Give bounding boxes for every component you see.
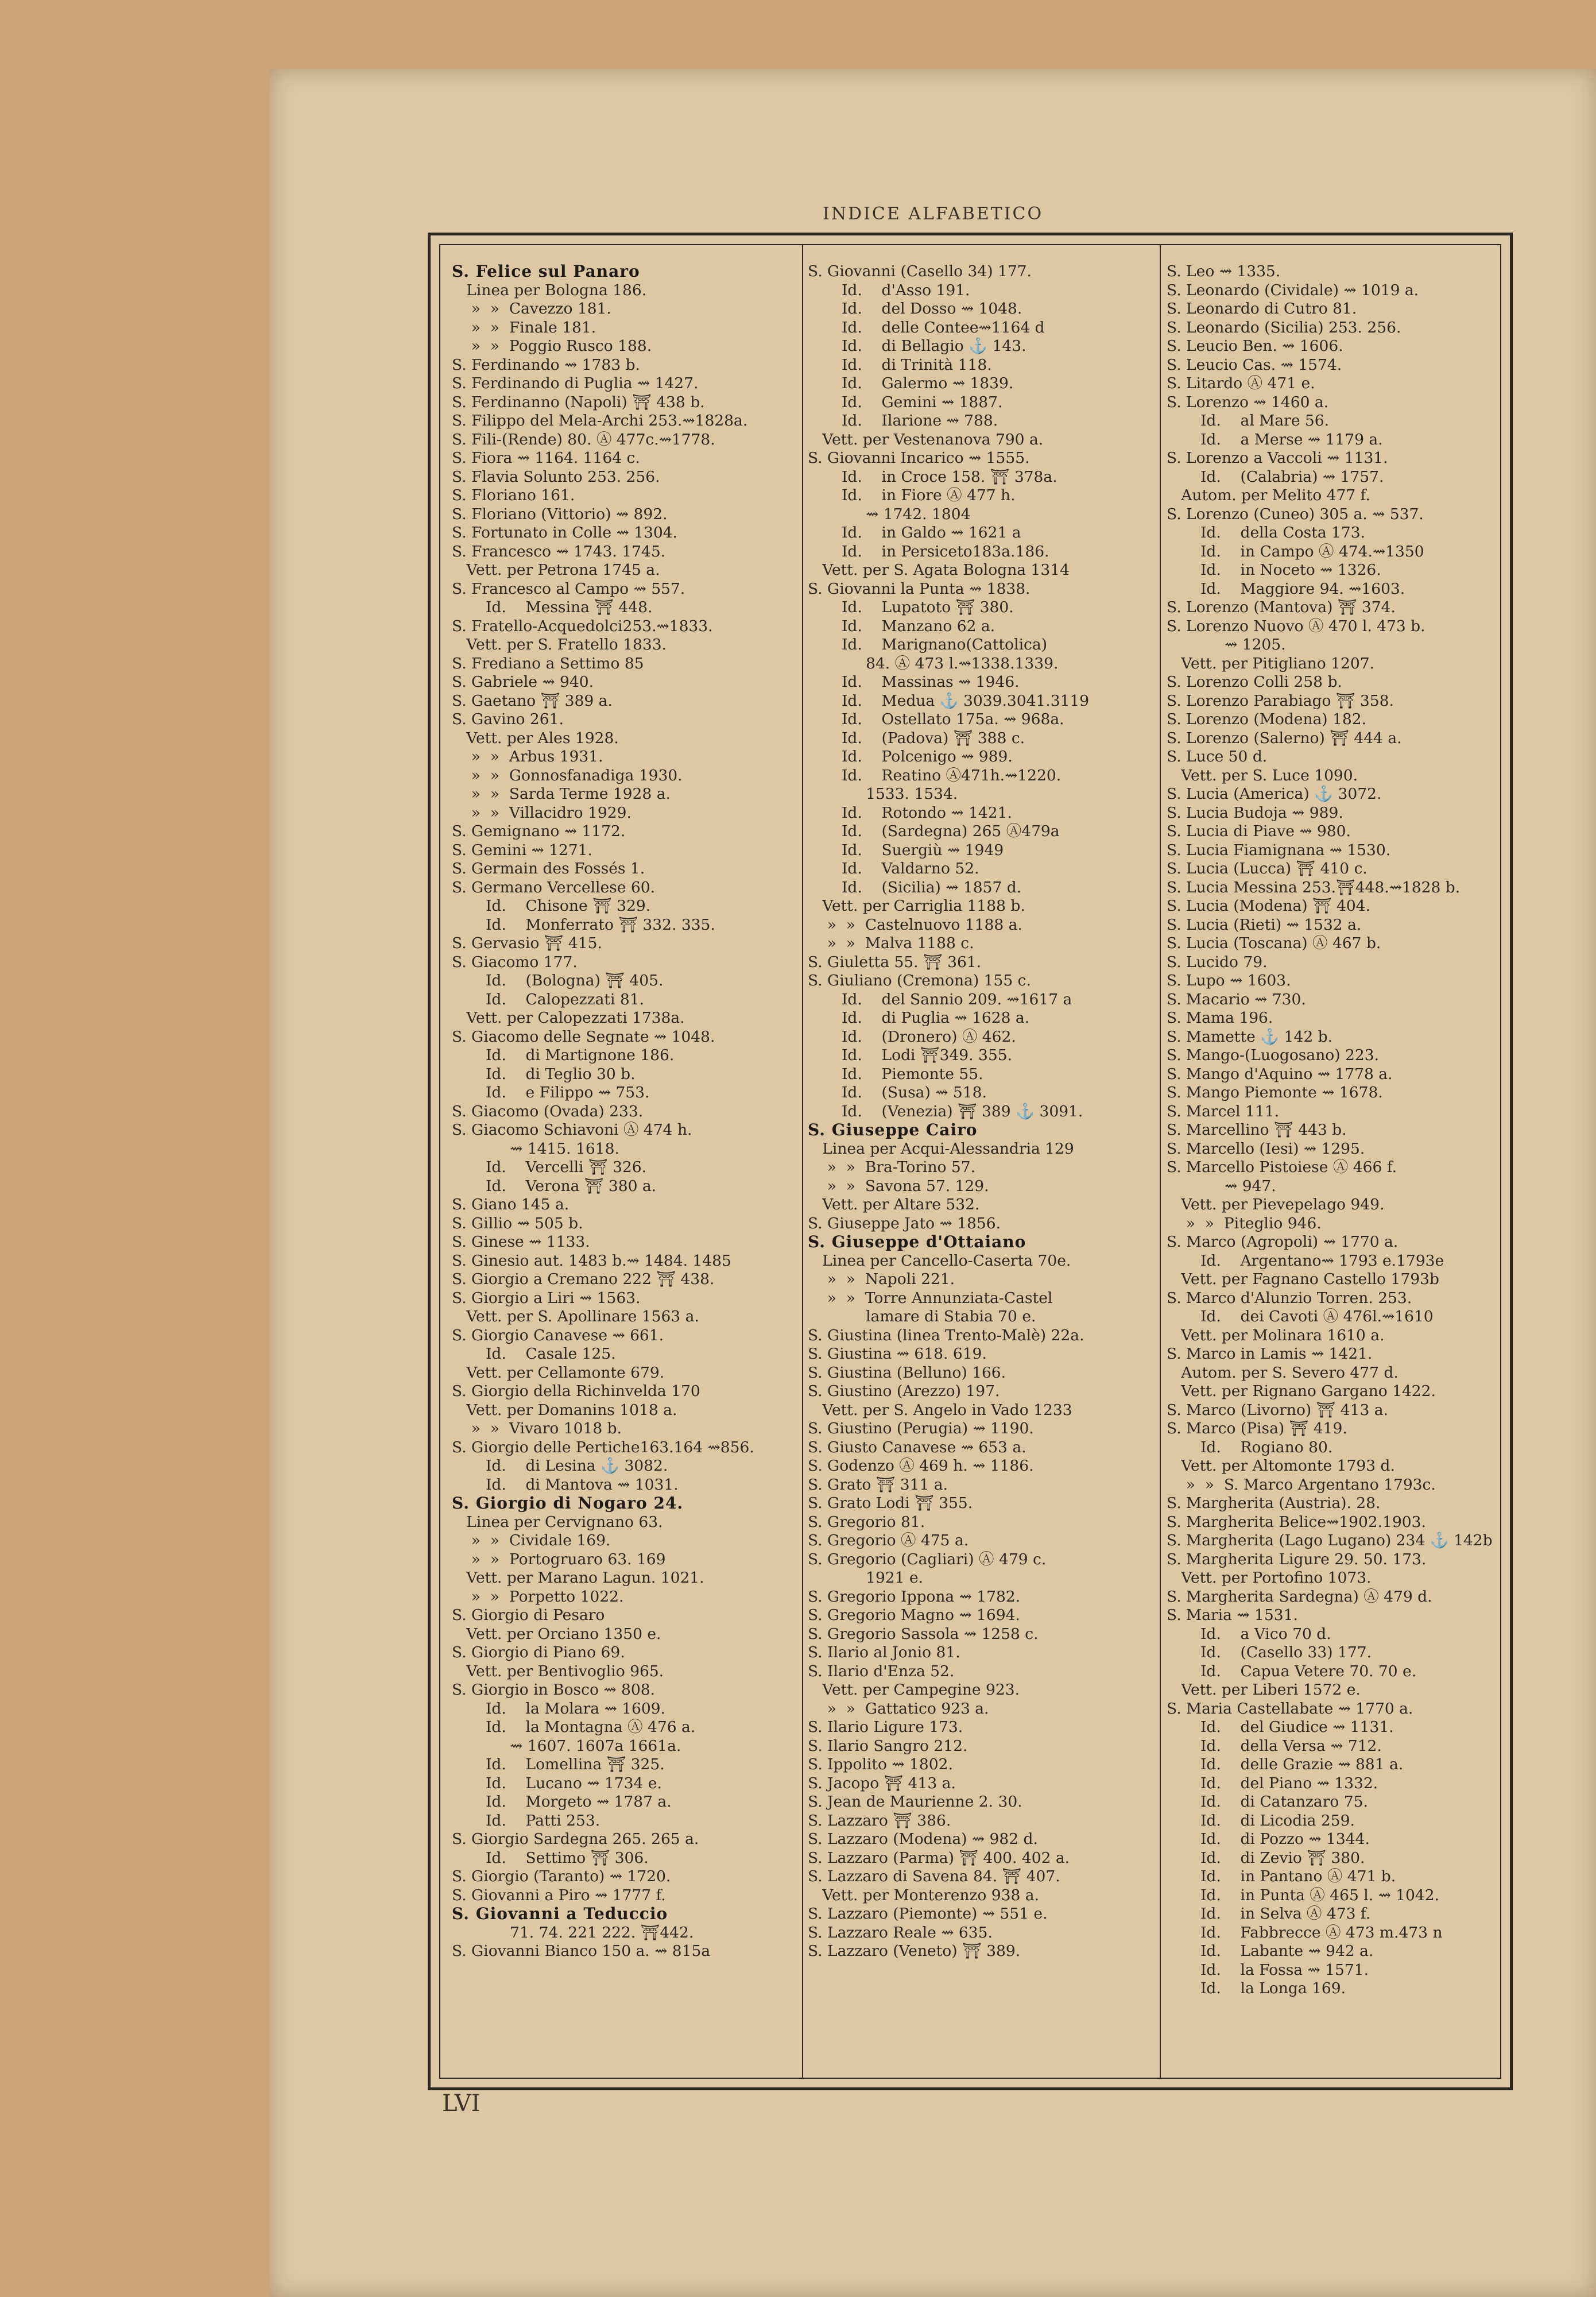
index-entry: Id. in Punta Ⓐ 465 l. ⇝ 1042. <box>1167 1886 1440 1904</box>
index-entry: Id. dei Cavoti Ⓐ 476l.⇝1610 <box>1167 1308 1434 1325</box>
index-entry: S. Ginese ⇝ 1133. <box>452 1233 590 1251</box>
index-entry: S. Giano 145 a. <box>452 1196 570 1213</box>
index-entry: Id. Polcenigo ⇝ 989. <box>808 748 1013 765</box>
index-entry: S. Lazzaro (Parma) ⛩ 400. 402 a. <box>808 1849 1070 1867</box>
index-entry: S. Gemini ⇝ 1271. <box>452 841 592 859</box>
index-entry: S. Lorenzo (Modena) 182. <box>1167 710 1367 728</box>
index-entry: » » Savona 57. 129. <box>808 1177 989 1195</box>
index-entry: » » Finale 181. <box>452 318 596 337</box>
index-entry: S. Ilario Ligure 173. <box>808 1718 963 1736</box>
index-entry: S. Margherita Ligure 29. 50. 173. <box>1167 1550 1427 1568</box>
index-entry: » » Porpetto 1022. <box>452 1587 624 1606</box>
index-entry: Id. Ostellato 175a. ⇝ 968a. <box>808 710 1064 728</box>
index-entry: S. Ferdinanno (Napoli) ⛩ 438 b. <box>452 393 705 411</box>
index-entry: S. Marcello Pistoiese Ⓐ 466 f. <box>1167 1158 1397 1176</box>
index-entry: S. Giustino (Perugia) ⇝ 1190. <box>808 1420 1034 1437</box>
index-entry: S. Marcel 111. <box>1167 1102 1280 1120</box>
index-entry: Id. (Padova) ⛩ 388 c. <box>808 729 1025 747</box>
index-entry: S. Leo ⇝ 1335. <box>1167 262 1281 280</box>
index-entry: Id. in Persiceto183a.186. <box>808 542 1049 560</box>
index-entry: S. Lazzaro (Veneto) ⛩ 389. <box>808 1942 1021 1960</box>
index-entry: S. Lorenzo (Mantova) ⛩ 374. <box>1167 598 1396 616</box>
index-entry: Id. Valdarno 52. <box>808 860 979 877</box>
index-entry: Id. Casale 125. <box>452 1345 616 1363</box>
index-entry: Id. Lodi ⛩349. 355. <box>808 1046 1013 1064</box>
index-entry: Id. (Sicilia) ⇝ 1857 d. <box>808 878 1022 896</box>
book-page <box>270 69 1596 2297</box>
index-entry: S. Lupo ⇝ 1603. <box>1167 972 1291 989</box>
index-entry: S. Margherita Sardegna) Ⓐ 479 d. <box>1167 1587 1432 1606</box>
index-entry: S. Giustina (linea Trento-Malè) 22a. <box>808 1326 1084 1344</box>
index-entry: S. Lucido 79. <box>1167 953 1268 971</box>
index-entry: Id. di Catanzaro 75. <box>1167 1793 1368 1811</box>
index-entry: Id. in Campo Ⓐ 474.⇝1350 <box>1167 542 1424 560</box>
index-entry: Vett. per Fagnano Castello 1793b <box>1167 1270 1439 1288</box>
index-entry: Id. del Sannio 209. ⇝1617 a <box>808 990 1072 1008</box>
index-entry: Id. Rotondo ⇝ 1421. <box>808 803 1012 822</box>
index-entry: Id. Piemonte 55. <box>808 1065 983 1083</box>
index-entry: Vett. per Bentivoglio 965. <box>452 1662 664 1680</box>
index-entry: S. Gaetano ⛩ 389 a. <box>452 691 613 710</box>
index-entry: S. Lorenzo a Vaccoli ⇝ 1131. <box>1167 449 1388 467</box>
index-entry: S. Lazzaro (Modena) ⇝ 982 d. <box>808 1830 1038 1848</box>
index-entry: Vett. per Cellamonte 679. <box>452 1363 665 1382</box>
index-entry: S. Floriano (Vittorio) ⇝ 892. <box>452 505 668 523</box>
index-entry: S. Flavia Solunto 253. 256. <box>452 467 660 486</box>
index-entry: S. Lucia Messina 253.⛩448.⇝1828 b. <box>1167 878 1461 896</box>
index-frame <box>428 233 1513 2090</box>
index-entry: » » Napoli 221. <box>808 1270 955 1288</box>
index-entry: S. Giacomo delle Segnate ⇝ 1048. <box>452 1027 715 1046</box>
index-entry: Vett. per S. Agata Bologna 1314 <box>808 561 1070 579</box>
index-entry: S. Giorgio di Pesaro <box>452 1606 605 1624</box>
index-entry: S. Francesco al Campo ⇝ 557. <box>452 579 685 598</box>
index-entry: Id. Monferrato ⛩ 332. 335. <box>452 915 715 934</box>
index-entry: S. Giorgio Canavese ⇝ 661. <box>452 1326 664 1344</box>
index-entry: S. Marcellino ⛩ 443 b. <box>1167 1121 1347 1139</box>
index-entry: » » Arbus 1931. <box>452 748 603 765</box>
page-number: LVI <box>442 2090 481 2117</box>
index-entry: S. Giacomo Schiavoni Ⓐ 474 h. <box>452 1121 692 1139</box>
index-entry: S. Lucia (Modena) ⛩ 404. <box>1167 897 1371 915</box>
index-entry: » » S. Marco Argentano 1793c. <box>1167 1475 1436 1494</box>
index-entry: Id. la Montagna Ⓐ 476 a. <box>452 1718 696 1736</box>
index-entry: Vett. per S. Angelo in Vado 1233 <box>808 1401 1072 1419</box>
index-entry: S. Lazzaro (Piemonte) ⇝ 551 e. <box>808 1905 1048 1923</box>
index-entry: S. Luce 50 d. <box>1167 748 1268 765</box>
index-entry: Id. Marignano(Cattolica) <box>808 636 1048 653</box>
index-entry: Id. Manzano 62 a. <box>808 617 995 635</box>
index-entry: S. Grato ⛩ 311 a. <box>808 1475 948 1494</box>
index-entry: Vett. per Campegine 923. <box>808 1681 1020 1699</box>
index-entry: Id. Morgeto ⇝ 1787 a. <box>452 1793 672 1811</box>
index-entry: S. Mamette ⚓ 142 b. <box>1167 1027 1333 1046</box>
index-entry: S. Giorgio delle Pertiche163.164 ⇝856. <box>452 1438 754 1456</box>
index-section-heading: S. Giovanni a Teduccio <box>452 1905 668 1923</box>
index-entry: S. Giuletta 55. ⛩ 361. <box>808 953 982 971</box>
index-entry: Autom. per Melito 477 f. <box>1167 486 1370 504</box>
index-entry: Id. Labante ⇝ 942 a. <box>1167 1942 1374 1960</box>
index-entry: S. Germano Vercellese 60. <box>452 878 656 896</box>
index-entry: S. Lorenzo (Cuneo) 305 a. ⇝ 537. <box>1167 505 1424 523</box>
index-entry: S. Mango Piemonte ⇝ 1678. <box>1167 1084 1383 1101</box>
index-entry: S. Grato Lodi ⛩ 355. <box>808 1494 973 1512</box>
index-entry: S. Lucia (Toscana) Ⓐ 467 b. <box>1167 934 1381 952</box>
index-entry: S. Leonardo (Cividale) ⇝ 1019 a. <box>1167 281 1419 299</box>
index-entry: Id. Chisone ⛩ 329. <box>452 897 651 915</box>
index-entry: Id. di Pozzo ⇝ 1344. <box>1167 1830 1370 1848</box>
index-entry: S. Leucio Ben. ⇝ 1606. <box>1167 337 1343 355</box>
index-entry: Vett. per S. Fratello 1833. <box>452 636 667 653</box>
index-entry: Vett. per Carriglia 1188 b. <box>808 897 1025 915</box>
index-entry: S. Giovanni Bianco 150 a. ⇝ 815a <box>452 1942 711 1960</box>
index-entry: » » Cavezzo 181. <box>452 300 611 318</box>
page-header: INDICE ALFABETICO <box>822 204 1044 224</box>
index-entry: Id. del Dosso ⇝ 1048. <box>808 300 1022 318</box>
index-entry: Id. di Licodia 259. <box>1167 1811 1355 1830</box>
index-entry: Id. (Sardegna) 265 Ⓐ479a <box>808 822 1060 840</box>
index-entry: S. Giorgio in Bosco ⇝ 808. <box>452 1681 655 1699</box>
index-entry: Id. Medua ⚓ 3039.3041.3119 <box>808 691 1090 710</box>
index-entry: S. Gregorio Ippona ⇝ 1782. <box>808 1587 1021 1606</box>
index-entry: » » Sarda Terme 1928 a. <box>452 785 671 803</box>
index-section-heading: S. Felice sul Panaro <box>452 262 640 281</box>
index-entry: Id. a Vico 70 d. <box>1167 1625 1331 1643</box>
index-entry: S. Lazzaro ⛩ 386. <box>808 1811 951 1830</box>
index-entry: S. Margherita Belice⇝1902.1903. <box>1167 1513 1426 1531</box>
index-entry: S. Mama 196. <box>1167 1009 1273 1027</box>
index-entry: Id. Vercelli ⛩ 326. <box>452 1158 647 1176</box>
index-entry: S. Marco in Lamis ⇝ 1421. <box>1167 1345 1373 1363</box>
index-entry: S. Giustino (Arezzo) 197. <box>808 1382 1000 1400</box>
index-entry: Id. al Mare 56. <box>1167 412 1330 430</box>
index-entry: ⇝ 947. <box>1167 1177 1276 1195</box>
index-entry: Id. la Fossa ⇝ 1571. <box>1167 1960 1369 1979</box>
index-entry: Id. Lucano ⇝ 1734 e. <box>452 1774 662 1792</box>
index-entry: Linea per Bologna 186. <box>452 281 647 299</box>
index-entry: S. Jean de Maurienne 2. 30. <box>808 1793 1022 1811</box>
index-entry: » » Piteglio 946. <box>1167 1214 1322 1232</box>
index-entry: S. Gavino 261. <box>452 710 564 728</box>
index-entry: Id. in Selva Ⓐ 473 f. <box>1167 1905 1371 1923</box>
index-column-3 <box>1167 262 1500 2066</box>
index-entry: S. Jacopo ⛩ 413 a. <box>808 1774 956 1792</box>
index-entry: Id. Ilarione ⇝ 788. <box>808 412 998 430</box>
index-entry: Id. la Molara ⇝ 1609. <box>452 1699 665 1718</box>
index-entry: » » Castelnuovo 1188 a. <box>808 915 1022 934</box>
index-entry: S. Giovanni la Punta ⇝ 1838. <box>808 579 1031 598</box>
index-entry: Id. la Longa 169. <box>1167 1979 1346 1997</box>
index-entry: 84. Ⓐ 473 l.⇝1338.1339. <box>808 654 1059 672</box>
index-entry: Id. Argentano⇝ 1793 e.1793e <box>1167 1251 1444 1270</box>
index-entry: Vett. per Portofino 1073. <box>1167 1569 1372 1587</box>
index-entry: Id. di Zevio ⛩ 380. <box>1167 1849 1365 1867</box>
index-entry: Id. di Mantova ⇝ 1031. <box>452 1475 679 1494</box>
index-entry: S. Giorgio a Cremano 222 ⛩ 438. <box>452 1270 715 1288</box>
index-entry: Id. Patti 253. <box>452 1811 601 1830</box>
index-entry: Vett. per Domanins 1018 a. <box>452 1401 677 1419</box>
index-entry: lamare di Stabia 70 e. <box>808 1308 1036 1325</box>
index-entry: » » Poggio Rusco 188. <box>452 337 652 355</box>
index-entry: S. Lucia (Rieti) ⇝ 1532 a. <box>1167 915 1362 934</box>
index-entry: S. Marcello (Iesi) ⇝ 1295. <box>1167 1139 1365 1158</box>
index-entry: S. Lorenzo (Salerno) ⛩ 444 a. <box>1167 729 1402 747</box>
index-entry: S. Leonardo (Sicilia) 253. 256. <box>1167 318 1401 337</box>
index-entry: S. Fiora ⇝ 1164. 1164 c. <box>452 449 640 467</box>
index-entry: Id. (Venezia) ⛩ 389 ⚓ 3091. <box>808 1102 1083 1120</box>
index-entry: S. Giorgio (Taranto) ⇝ 1720. <box>452 1867 671 1885</box>
index-entry: ⇝ 1742. 1804 <box>808 505 971 523</box>
index-entry: Id. della Versa ⇝ 712. <box>1167 1737 1382 1755</box>
index-entry: S. Lucia Fiamignana ⇝ 1530. <box>1167 841 1391 859</box>
index-entry: S. Giacomo (Ovada) 233. <box>452 1102 644 1120</box>
index-entry: S. Maria Castellabate ⇝ 1770 a. <box>1167 1699 1413 1718</box>
index-entry: Vett. per Rignano Gargano 1422. <box>1167 1382 1436 1400</box>
column-divider-1 <box>802 245 803 2078</box>
index-entry: Id. in Croce 158. ⛩ 378a. <box>808 467 1057 486</box>
index-entry: Vett. per Petrona 1745 a. <box>452 561 660 579</box>
index-entry: Id. Settimo ⛩ 306. <box>452 1849 649 1867</box>
index-entry: Vett. per S. Luce 1090. <box>1167 766 1358 784</box>
index-entry: Vett. per Orciano 1350 e. <box>452 1625 661 1643</box>
index-entry: S. Gregorio Sassola ⇝ 1258 c. <box>808 1625 1039 1643</box>
index-entry: S. Lorenzo Colli 258 b. <box>1167 673 1342 691</box>
index-entry: 71. 74. 221 222. ⛩442. <box>452 1923 694 1942</box>
index-entry: Vett. per Calopezzati 1738a. <box>452 1009 685 1027</box>
index-entry: S. Giacomo 177. <box>452 953 578 971</box>
index-entry: Id. in Galdo ⇝ 1621 a <box>808 524 1021 542</box>
index-entry: Id. Lupatoto ⛩ 380. <box>808 598 1014 616</box>
index-entry: Id. Suergiù ⇝ 1949 <box>808 841 1004 859</box>
index-entry: S. Gregorio 81. <box>808 1513 925 1531</box>
index-entry: Vett. per Molinara 1610 a. <box>1167 1326 1385 1344</box>
column-divider-2 <box>1160 245 1161 2078</box>
index-entry: S. Lucia Budoja ⇝ 989. <box>1167 803 1343 822</box>
index-entry: Id. in Pantano Ⓐ 471 b. <box>1167 1867 1396 1885</box>
index-entry: S. Lorenzo Nuovo Ⓐ 470 l. 473 b. <box>1167 617 1425 635</box>
index-entry: Id. Messina ⛩ 448. <box>452 598 653 616</box>
index-entry: S. Gregorio Magno ⇝ 1694. <box>808 1606 1020 1624</box>
index-entry: Vett. per Pitigliano 1207. <box>1167 654 1374 672</box>
index-entry: S. Giusto Canavese ⇝ 653 a. <box>808 1438 1026 1456</box>
index-entry: Vett. per S. Apollinare 1563 a. <box>452 1308 699 1325</box>
index-entry: S. Lazzaro di Savena 84. ⛩ 407. <box>808 1867 1060 1885</box>
index-entry: S. Germain des Fossés 1. <box>452 860 645 877</box>
index-entry: Id. della Costa 173. <box>1167 524 1366 542</box>
index-entry: Id. Fabbrecce Ⓐ 473 m.473 n <box>1167 1923 1443 1942</box>
index-entry: S. Francesco ⇝ 1743. 1745. <box>452 542 666 560</box>
index-entry: S. Marco (Pisa) ⛩ 419. <box>1167 1420 1347 1437</box>
index-entry: S. Giuseppe Jato ⇝ 1856. <box>808 1214 1001 1232</box>
index-column-1 <box>452 262 796 2066</box>
index-entry: Id. Gemini ⇝ 1887. <box>808 393 1003 411</box>
index-entry: S. Margherita (Lago Lugano) 234 ⚓ 142b <box>1167 1532 1493 1549</box>
index-entry: Vett. per Pievepelago 949. <box>1167 1196 1385 1213</box>
index-entry: S. Gabriele ⇝ 940. <box>452 673 594 691</box>
index-entry: S. Lorenzo Parabiago ⛩ 358. <box>1167 691 1394 710</box>
index-entry: Id. (Bologna) ⛩ 405. <box>452 972 664 989</box>
index-entry: S. Marco (Agropoli) ⇝ 1770 a. <box>1167 1233 1399 1251</box>
index-entry: S. Giuliano (Cremona) 155 c. <box>808 972 1031 989</box>
index-entry: Vett. per Marano Lagun. 1021. <box>452 1569 704 1587</box>
index-entry: S. Leonardo di Cutro 81. <box>1167 300 1357 318</box>
index-entry: Autom. per S. Severo 477 d. <box>1167 1363 1399 1382</box>
index-entry: Id. Maggiore 94. ⇝1603. <box>1167 579 1405 598</box>
index-entry: ⇝ 1607. 1607a 1661a. <box>452 1737 681 1755</box>
index-entry: S. Margherita (Austria). 28. <box>1167 1494 1381 1512</box>
index-entry: S. Gregorio Ⓐ 475 a. <box>808 1532 969 1549</box>
index-entry: S. Mango-(Luogosano) 223. <box>1167 1046 1379 1064</box>
index-entry: Id. Galermo ⇝ 1839. <box>808 374 1014 392</box>
index-entry: Vett. per Ales 1928. <box>452 729 619 747</box>
index-entry: Id. (Calabria) ⇝ 1757. <box>1167 467 1384 486</box>
index-entry: Id. in Fiore Ⓐ 477 h. <box>808 486 1016 504</box>
index-entry: Id. a Merse ⇝ 1179 a. <box>1167 430 1383 448</box>
index-entry: 1533. 1534. <box>808 785 958 803</box>
index-column-2 <box>808 262 1152 2066</box>
index-entry: » » Bra-Torino 57. <box>808 1158 976 1176</box>
index-entry: S. Filippo del Mela-Archi 253.⇝1828a. <box>452 412 748 430</box>
index-entry: Id. di Martignone 186. <box>452 1046 675 1064</box>
index-entry: S. Gregorio (Cagliari) Ⓐ 479 c. <box>808 1550 1047 1568</box>
index-entry: Id. e Filippo ⇝ 753. <box>452 1084 650 1101</box>
index-entry: S. Frediano a Settimo 85 <box>452 654 644 672</box>
index-entry: S. Ginesio aut. 1483 b.⇝ 1484. 1485 <box>452 1251 731 1270</box>
index-entry: S. Ilario Sangro 212. <box>808 1737 968 1755</box>
index-entry: Id. di Teglio 30 b. <box>452 1065 636 1083</box>
index-entry: ⇝ 1415. 1618. <box>452 1139 619 1158</box>
index-entry: » » Torre Annunziata-Castel <box>808 1289 1053 1307</box>
index-entry: S. Leucio Cas. ⇝ 1574. <box>1167 355 1342 374</box>
index-entry: » » Villacidro 1929. <box>452 803 632 822</box>
index-entry: S. Gemignano ⇝ 1172. <box>452 822 626 840</box>
index-entry: Id. di Lesina ⚓ 3082. <box>452 1457 668 1475</box>
index-entry: S. Lucia di Piave ⇝ 980. <box>1167 822 1351 840</box>
index-entry: 1921 e. <box>808 1569 924 1587</box>
index-entry: Id. di Trinità 118. <box>808 355 992 374</box>
index-entry: Vett. per Monterenzo 938 a. <box>808 1886 1040 1904</box>
index-entry: S. Marco d'Alunzio Torren. 253. <box>1167 1289 1412 1307</box>
index-entry: Id. d'Asso 191. <box>808 281 970 299</box>
index-entry: S. Macario ⇝ 730. <box>1167 990 1306 1008</box>
index-entry: S. Giorgio della Richinvelda 170 <box>452 1382 700 1400</box>
index-entry: S. Ferdinando ⇝ 1783 b. <box>452 355 640 374</box>
index-entry: Id. di Bellagio ⚓ 143. <box>808 337 1026 355</box>
index-entry: Id. in Noceto ⇝ 1326. <box>1167 561 1381 579</box>
index-entry: S. Gillio ⇝ 505 b. <box>452 1214 583 1232</box>
index-entry: S. Giovanni a Piro ⇝ 1777 f. <box>452 1886 666 1904</box>
index-entry: Id. Capua Vetere 70. 70 e. <box>1167 1662 1417 1680</box>
index-entry: Vett. per Altomonte 1793 d. <box>1167 1457 1395 1475</box>
index-entry: Vett. per Liberi 1572 e. <box>1167 1681 1361 1699</box>
index-entry: » » Gonnosfanadiga 1930. <box>452 766 683 784</box>
index-entry: S. Giorgio a Liri ⇝ 1563. <box>452 1289 641 1307</box>
index-entry: Linea per Acqui-Alessandria 129 <box>808 1139 1074 1158</box>
index-entry: Linea per Cervignano 63. <box>452 1513 663 1531</box>
index-entry: Id. Calopezzati 81. <box>452 990 645 1008</box>
index-entry: Id. (Casello 33) 177. <box>1167 1644 1372 1661</box>
index-entry: S. Giovanni (Casello 34) 177. <box>808 262 1032 280</box>
index-section-heading: S. Giuseppe d'Ottaiano <box>808 1233 1026 1251</box>
index-entry: Id. Rogiano 80. <box>1167 1438 1333 1456</box>
index-entry: S. Ippolito ⇝ 1802. <box>808 1755 953 1773</box>
index-entry: S. Giustina (Belluno) 166. <box>808 1363 1006 1382</box>
index-entry: S. Lorenzo ⇝ 1460 a. <box>1167 393 1329 411</box>
index-entry: Vett. per Altare 532. <box>808 1196 980 1213</box>
index-entry: Id. (Dronero) Ⓐ 462. <box>808 1027 1016 1046</box>
index-entry: S. Ilario d'Enza 52. <box>808 1662 955 1680</box>
index-entry: S. Ferdinando di Puglia ⇝ 1427. <box>452 374 699 392</box>
index-section-heading: S. Giorgio di Nogaro 24. <box>452 1494 684 1513</box>
index-entry: » » Malva 1188 c. <box>808 934 974 952</box>
index-entry: » » Gattatico 923 a. <box>808 1699 989 1718</box>
index-entry: Id. Massinas ⇝ 1946. <box>808 673 1020 691</box>
index-entry: S. Floriano 161. <box>452 486 575 504</box>
index-entry: S. Fili-(Rende) 80. Ⓐ 477c.⇝1778. <box>452 430 715 448</box>
index-entry: S. Fortunato in Colle ⇝ 1304. <box>452 524 677 542</box>
index-section-heading: S. Giuseppe Cairo <box>808 1121 978 1139</box>
index-entry: S. Giovanni Incarico ⇝ 1555. <box>808 449 1030 467</box>
index-entry: S. Godenzo Ⓐ 469 h. ⇝ 1186. <box>808 1457 1034 1475</box>
index-entry: Id. delle Grazie ⇝ 881 a. <box>1167 1755 1404 1773</box>
index-entry: Linea per Cancello-Caserta 70e. <box>808 1251 1071 1270</box>
index-entry: Vett. per Vestenanova 790 a. <box>808 430 1044 448</box>
index-entry: » » Cividale 169. <box>452 1532 611 1549</box>
index-entry: S. Fratello-Acquedolci253.⇝1833. <box>452 617 713 635</box>
index-entry: S. Maria ⇝ 1531. <box>1167 1606 1298 1624</box>
index-entry: Id. Reatino Ⓐ471h.⇝1220. <box>808 766 1062 784</box>
index-entry: ⇝ 1205. <box>1167 636 1286 653</box>
index-entry: Id. del Giudice ⇝ 1131. <box>1167 1718 1394 1736</box>
index-entry: S. Giustina ⇝ 618. 619. <box>808 1345 987 1363</box>
index-entry: » » Portogruaro 63. 169 <box>452 1550 666 1568</box>
index-entry: S. Giorgio Sardegna 265. 265 a. <box>452 1830 699 1848</box>
index-entry: Id. Verona ⛩ 380 a. <box>452 1177 657 1195</box>
index-entry: Id. delle Contee⇝1164 d <box>808 318 1045 337</box>
index-entry: S. Lazzaro Reale ⇝ 635. <box>808 1923 993 1942</box>
index-entry: Id. di Puglia ⇝ 1628 a. <box>808 1009 1030 1027</box>
index-entry: S. Lucia (America) ⚓ 3072. <box>1167 785 1382 803</box>
index-entry: S. Mango d'Aquino ⇝ 1778 a. <box>1167 1065 1393 1083</box>
index-entry: Id. Lomellina ⛩ 325. <box>452 1755 665 1773</box>
index-frame-inner <box>439 244 1501 2079</box>
index-entry: S. Litardo Ⓐ 471 e. <box>1167 374 1315 392</box>
index-entry: Id. del Piano ⇝ 1332. <box>1167 1774 1378 1792</box>
index-entry: S. Gervasio ⛩ 415. <box>452 934 602 952</box>
index-entry: S. Marco (Livorno) ⛩ 413 a. <box>1167 1401 1388 1419</box>
index-entry: » » Vivaro 1018 b. <box>452 1420 622 1437</box>
index-entry: S. Ilario al Jonio 81. <box>808 1644 960 1661</box>
index-entry: S. Lucia (Lucca) ⛩ 410 c. <box>1167 860 1368 877</box>
index-entry: S. Giorgio di Piano 69. <box>452 1644 625 1661</box>
index-entry: Id. (Susa) ⇝ 518. <box>808 1084 987 1101</box>
